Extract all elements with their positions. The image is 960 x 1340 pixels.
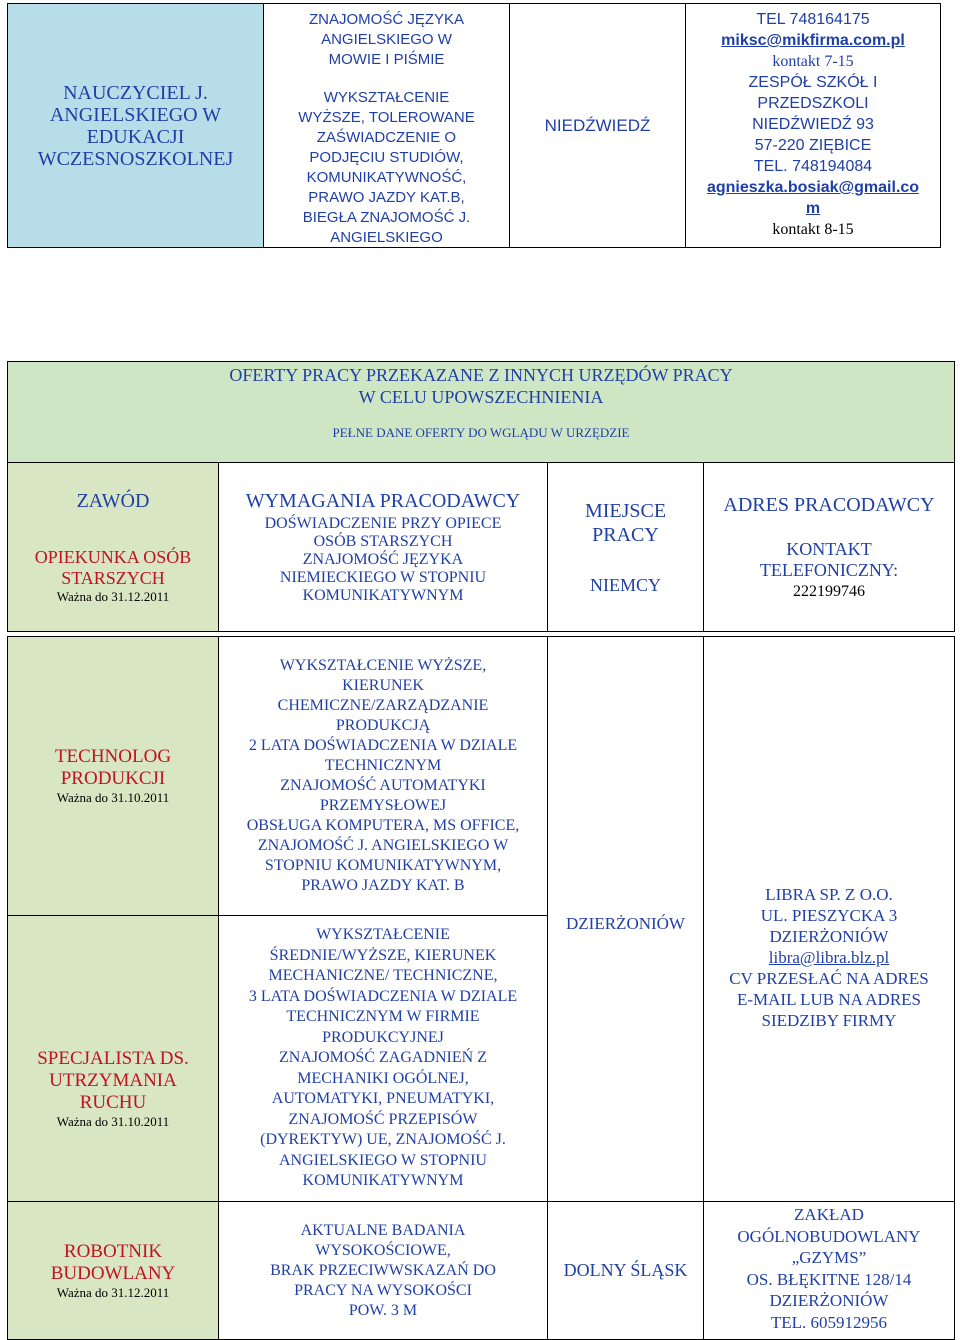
row2-requirements-cell (218, 636, 548, 916)
top-requirements-cell (263, 3, 510, 248)
column-header-place: MIEJSCE (584, 499, 667, 522)
row4-requirements-cell (218, 1201, 548, 1340)
row4-valid: Ważna do 31.12.2011 (56, 1284, 170, 1300)
top-contact-cell (685, 3, 941, 248)
row3-job-cell: SPECJALISTA DS. UTRZYMANIA RUCHU Ważna do 31.10.2011 (7, 915, 219, 1202)
row2-requirements: WYKSZTAŁCENIE WYŻSZE, KIERUNEK CHEMICZNE/ZARZĄDZANIE PRODUKCJĄ 2 LATA DOŚWIADCZENIA W DZIALE TECHNICZNYM ZNAJOMOŚĆ AUTOMATYKI PRZEMYSŁOWEJ OBSŁUGA KOMPUTERA, MS OFFICE, ZNAJOMOŚĆ J. ANGIELSKIEGO W STOPNIU KOMUNIKATYWNYM, PRAWO JAZDY KAT. B (246, 657, 520, 894)
row1-address-cell: ADRES PRACODAWCY KONTAKT TELEFONICZNY: 222199746 (703, 462, 955, 632)
top-place-cell (509, 3, 686, 248)
row4-place: DOLNY ŚLĄSK (563, 1260, 688, 1280)
contact-1-tel: TEL 748164175 (756, 11, 870, 28)
row1-job-cell: ZAWÓD OPIEKUNKA OSÓB STARSZYCH Ważna do 31.12.2011 (7, 462, 219, 632)
row1-requirements-cell: WYMAGANIA PRACODAWCY DOŚWIADCZENIE PRZY OPIECE OSÓB STARSZYCH ZNAJOMOŚĆ JĘZYKA NIEMIECKIEGO W STOPNIU KOMUNIKATYWNYM (218, 462, 548, 632)
row2-job-cell: TECHNOLOG PRODUKCJI Ważna do 31.10.2011 (7, 636, 219, 916)
top-job-title: NAUCZYCIEL J. ANGIELSKIEGO W EDUKACJI WCZESNOSZKOLNEJ (37, 81, 234, 170)
offers-title-line-1: OFERTY PRACY PRZEKAZANE Z INNYCH URZĘDÓW PRACY (229, 365, 733, 385)
offers-header (7, 361, 955, 463)
contact-2-hours: kontakt 8-15 (772, 221, 854, 238)
row1-place-cell: MIEJSCE PRACY NIEMCY (547, 462, 704, 632)
tech-address: LIBRA SP. Z O.O. UL. PIESZYCKA 3 DZIERŻONIÓW libra@libra.blz.pl CV PRZESŁAĆ NA ADRES E-MAIL LUB NA ADRES SIEDZIBY FIRMY (729, 884, 929, 1030)
row4-requirements: AKTUALNE BADANIA WYSOKOŚCIOWE, BRAK PRZECIWWSKAZAŃ DO PRACY NA WYSOKOŚCI POW. 3 M (270, 1221, 496, 1319)
contact-1-email[interactable]: miksc@mikfirma.com.pl (721, 32, 905, 49)
contact-1-hours: kontakt 7-15 (772, 53, 854, 70)
column-header-requirements: WYMAGANIA PRACODAWCY (245, 490, 521, 512)
row2-valid: Ważna do 31.10.2011 (56, 790, 170, 805)
row1-valid: Ważna do 31.12.2011 (56, 588, 170, 604)
row3-valid: Ważna do 31.10.2011 (56, 1113, 170, 1129)
top-requirements-education: WYKSZTAŁCENIE WYŻSZE, TOLEROWANE ZAŚWIADCZENIE O PODJĘCIU STUDIÓW, KOMUNIKATYWNOŚĆ, PRAWO JAZDY KAT.B, BIEGŁA ZNAJOMOŚĆ J. ANGIELSKIEGO (298, 89, 475, 246)
column-header-address: ADRES PRACODAWCY (723, 493, 935, 516)
offers-subtitle: PEŁNE DANE OFERTY DO WGLĄDU W URZĘDZIE (332, 425, 630, 440)
top-requirements-language: ZNAJOMOŚĆ JĘZYKA ANGIELSKIEGO W MOWIE I PIŚMIE (308, 11, 465, 68)
tech-address-cell (703, 636, 955, 1202)
top-place: NIEDŹWIEDŹ (544, 115, 651, 135)
tech-email[interactable]: libra@libra.blz.pl (768, 947, 890, 967)
contact-2-email-end[interactable]: m (805, 200, 821, 217)
row4-address-cell (703, 1201, 955, 1340)
tech-place-cell (547, 636, 704, 1202)
row3-requirements: WYKSZTAŁCENIE ŚREDNIE/WYŻSZE, KIERUNEK MECHANICZNE/ TECHNICZNE, 3 LATA DOŚWIADCZENIA W DZIALE TECHNICZNYM W FIRMIE PRODUKCYJNEJ ZNAJOMOŚĆ ZAGADNIEŃ Z MECHANIKI OGÓLNEJ, AUTOMATYKI, PNEUMATYKI, ZNAJOMOŚĆ PRZEPISÓW (DYREKTYW) UE, ZNAJOMOŚĆ J. ANGIELSKIEGO W STOPNIU KOMUNIKATYWNYM (248, 926, 518, 1190)
offers-title-line-2: W CELU UPOWSZECHNIENIA (358, 387, 604, 407)
contact-2-email[interactable]: agnieszka.bosiak@gmail.co (706, 179, 920, 196)
row4-address: ZAKŁAD OGÓLNOBUDOWLANY „GZYMS” OS. BŁĘKITNE 128/14 DZIERŻONIÓW TEL. 605912956 (737, 1205, 921, 1332)
row3-requirements-cell (218, 915, 548, 1202)
top-job-cell (7, 3, 264, 248)
row4-job-cell: ROBOTNIK BUDOWLANY Ważna do 31.12.2011 (7, 1201, 219, 1340)
row4-place-cell (547, 1201, 704, 1340)
tech-place: DZIERŻONIÓW (566, 914, 685, 933)
contact-block-1: TEL 748164175 miksc@mikfirma.com.pl kontakt 7-15 ZESPÓŁ SZKÓŁ I PRZEDSZKOLI NIEDŹWIEDŹ 93 57-220 ZIĘBICE TEL. 748194084 agnieszka.bosiak@gmail.co m kontakt 8-15 (706, 11, 920, 238)
column-header-job: ZAWÓD (76, 489, 150, 512)
